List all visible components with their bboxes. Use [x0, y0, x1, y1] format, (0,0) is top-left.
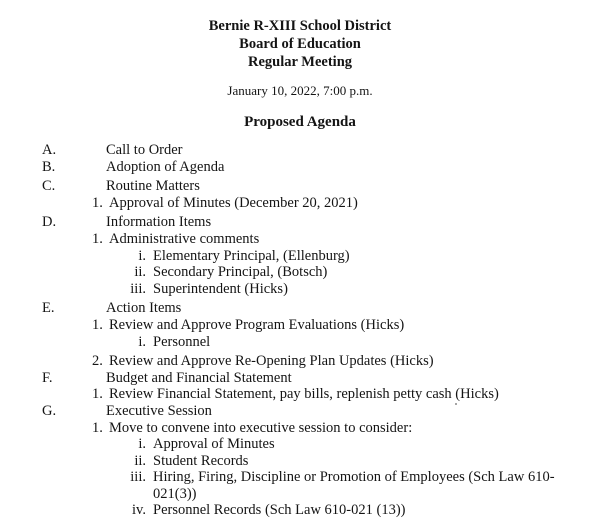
- meeting-date-time: January 10, 2022, 7:00 p.m.: [227, 83, 373, 98]
- district-name: Bernie R-XIII School District: [208, 18, 392, 34]
- agenda-item-level-1: [0, 300, 600, 317]
- agenda-item-level-3: [0, 436, 600, 453]
- agenda-item-text: Review and Approve Re-Opening Plan Updates (Hicks): [109, 353, 434, 370]
- agenda-item-level-3: [0, 334, 600, 351]
- agenda-item-marker: i.: [138, 333, 146, 350]
- agenda-item-text: Adoption of Agenda: [106, 158, 225, 175]
- agenda-item-level-1: [0, 403, 600, 420]
- agenda-list: [0, 142, 600, 519]
- agenda-item-text: Personnel: [153, 333, 211, 350]
- agenda-item-marker: B.: [42, 158, 56, 175]
- agenda-item-text: Administrative comments: [109, 230, 260, 247]
- agenda-item-marker: iii.: [130, 280, 146, 297]
- agenda-item-text: Student Records: [153, 452, 249, 469]
- agenda-item-marker: i.: [138, 436, 146, 453]
- scan-speck: [455, 403, 457, 405]
- agenda-title: Proposed Agenda: [244, 114, 356, 130]
- agenda-item-level-3: [0, 453, 600, 470]
- agenda-item-marker: C.: [42, 178, 56, 195]
- agenda-item-marker: F.: [42, 369, 53, 386]
- agenda-item-level-3: [0, 486, 600, 503]
- agenda-item-text: Hiring, Firing, Discipline or Promotion of Employees (Sch Law 610-: [153, 469, 555, 486]
- agenda-item-text: Review Financial Statement, pay bills, replenish petty cash (Hicks): [109, 386, 499, 403]
- agenda-item-text: Secondary Principal, (Botsch): [153, 264, 328, 281]
- agenda-item-marker: iv.: [132, 502, 146, 519]
- board-name: Board of Education: [239, 36, 361, 52]
- agenda-item-marker: 1.: [92, 386, 103, 403]
- agenda-item-level-1: [0, 178, 600, 195]
- agenda-item-text: Elementary Principal, (Ellenburg): [153, 247, 350, 264]
- agenda-item-level-3: [0, 248, 600, 265]
- agenda-item-level-2: [0, 353, 600, 370]
- agenda-item-marker: E.: [42, 300, 55, 317]
- agenda-item-level-3: [0, 502, 600, 519]
- agenda-item-level-3: [0, 469, 600, 486]
- agenda-item-marker: 1.: [92, 194, 103, 211]
- agenda-item-marker: iii.: [130, 469, 146, 486]
- agenda-item-level-1: [0, 142, 600, 159]
- agenda-item-marker: D.: [42, 214, 57, 231]
- agenda-item-text: Personnel Records (Sch Law 610-021 (13)): [153, 502, 406, 519]
- agenda-item-marker: i.: [138, 247, 146, 264]
- agenda-item-text: Call to Order: [106, 142, 183, 158]
- agenda-item-marker: 1.: [92, 316, 103, 333]
- agenda-item-text: Executive Session: [106, 402, 212, 419]
- agenda-item-marker: 2.: [92, 353, 103, 370]
- agenda-item-marker: ii.: [134, 452, 146, 469]
- agenda-item-level-2: [0, 231, 600, 248]
- agenda-item-text: Move to convene into executive session to consider:: [109, 419, 413, 436]
- agenda-item-level-2: [0, 317, 600, 334]
- agenda-item-level-3: [0, 264, 600, 281]
- agenda-item-text: 021(3)): [153, 485, 197, 502]
- agenda-item-level-2: [0, 420, 600, 437]
- agenda-item-text: Action Items: [106, 300, 182, 317]
- agenda-item-text: Review and Approve Program Evaluations (Hicks): [109, 316, 405, 333]
- agenda-item-text: Superintendent (Hicks): [153, 280, 288, 297]
- agenda-item-text: Budget and Financial Statement: [106, 369, 292, 386]
- agenda-item-marker: 1.: [92, 419, 103, 436]
- agenda-item-text: Information Items: [106, 214, 212, 231]
- agenda-item-level-1: [0, 214, 600, 231]
- agenda-item-level-1: [0, 370, 600, 387]
- agenda-item-level-3: [0, 281, 600, 298]
- agenda-item-level-2: [0, 195, 600, 212]
- agenda-item-level-1: [0, 159, 600, 176]
- meeting-type: Regular Meeting: [247, 54, 353, 70]
- agenda-item-text: Approval of Minutes: [153, 436, 275, 453]
- agenda-item-text: Approval of Minutes (December 20, 2021): [109, 194, 358, 211]
- agenda-item-marker: G.: [42, 402, 57, 419]
- agenda-item-level-2: [0, 386, 600, 403]
- agenda-item-marker: A.: [42, 142, 57, 158]
- agenda-item-marker: 1.: [92, 230, 103, 247]
- agenda-item-text: Routine Matters: [106, 178, 200, 195]
- agenda-item-marker: ii.: [134, 264, 146, 281]
